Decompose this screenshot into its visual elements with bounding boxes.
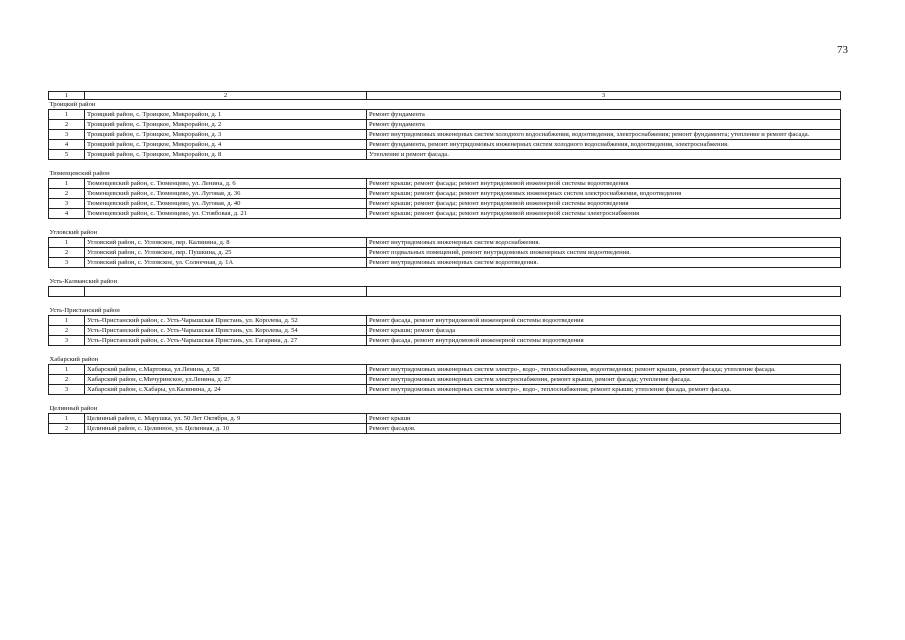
table-row: [49, 120, 841, 130]
row-number: 3: [49, 130, 85, 140]
table-row: [49, 248, 841, 258]
works-cell: Ремонт фасада, ремонт внутридомовой инженерной системы водоотведения: [367, 336, 841, 346]
row-number: 2: [49, 248, 85, 258]
table-row: [49, 130, 841, 140]
address-cell: Троицкий район, с. Троицкое, Микрорайон, д. 1: [85, 110, 367, 120]
section-title: Тюменцевский район: [49, 160, 841, 179]
repair-table: [48, 91, 841, 434]
table-row: [49, 326, 841, 336]
section-row: [49, 160, 841, 179]
row-number: 1: [49, 365, 85, 375]
section-row: [49, 100, 841, 110]
section-row: [49, 297, 841, 316]
table-row: [49, 140, 841, 150]
works-cell: Ремонт внутридомовых инженерных систем электро-, водо-, теплоснабжения; ремонт крыши; утепление фасада, ремонт фасада.: [367, 385, 841, 395]
address-cell: Целинный район, с. Марушка, ул. 50 Лет Октября, д. 9: [85, 414, 367, 424]
table-row: [49, 189, 841, 199]
address-cell: Хабарский район, с.Хабары, ул.Калинина, д. 24: [85, 385, 367, 395]
section-title: Усть-Пристанский район: [49, 297, 841, 316]
table-row: [49, 414, 841, 424]
section-row: [49, 219, 841, 238]
row-number: 1: [49, 414, 85, 424]
address-cell: Троицкий район, с. Троицкое, Микрорайон, д. 2: [85, 120, 367, 130]
works-cell: Ремонт крыши; ремонт фасада; ремонт внутридомовой инженерной системы электроснабжения: [367, 209, 841, 219]
row-number: [49, 287, 85, 297]
section-title: Усть-Калманский район: [49, 268, 841, 287]
works-cell: Ремонт крыши; ремонт фасада: [367, 326, 841, 336]
row-number: 2: [49, 326, 85, 336]
address-cell: Тюменцевский район, с. Тюменцево, ул. Луговая, д. 40: [85, 199, 367, 209]
table-row: [49, 209, 841, 219]
row-number: 2: [49, 189, 85, 199]
table-row: [49, 199, 841, 209]
address-cell: Троицкий район, с. Троицкое, Микрорайон, д. 8: [85, 150, 367, 160]
works-cell: Ремонт фундамента: [367, 110, 841, 120]
row-number: 3: [49, 258, 85, 268]
works-cell: [367, 287, 841, 297]
table-row: [49, 287, 841, 297]
address-cell: Тюменцевский район, с. Тюменцево, ул. Луговая, д. 36: [85, 189, 367, 199]
table-row: [49, 110, 841, 120]
table-row: [49, 385, 841, 395]
works-cell: Ремонт крыши; ремонт фасада; ремонт внутридомовой инженерной системы водоотведения: [367, 199, 841, 209]
row-number: 3: [49, 385, 85, 395]
table-row: [49, 375, 841, 385]
works-cell: Ремонт крыши; ремонт фасада; ремонт внутридомовых инженерных систем электроснабжения, водоотведения: [367, 189, 841, 199]
table-body: [49, 92, 841, 434]
works-cell: Ремонт внутридомовых инженерных систем электро-, водо-, теплоснабжения, водоотведения; ремонт крыши, ремонт фасада; утепление фасада.: [367, 365, 841, 375]
row-number: 4: [49, 140, 85, 150]
works-cell: Ремонт фундамента, ремонт внутридомовых инженерных систем холодного водоснабжения, водоотведения, электроснабжения.: [367, 140, 841, 150]
works-cell: Ремонт подвальных помещений, ремонт внутридомовых инженерных систем водоотведения.: [367, 248, 841, 258]
works-cell: Ремонт фасадов.: [367, 424, 841, 434]
section-title: Хабарский район: [49, 346, 841, 365]
works-cell: Ремонт внутридомовых инженерных систем электроснабжения, ремонт крыши, ремонт фасада; утепление фасада.: [367, 375, 841, 385]
works-cell: Ремонт внутридомовых инженерных систем водоснабжения.: [367, 238, 841, 248]
works-cell: Ремонт фасада, ремонт внутридомовой инженерной системы водоотведения: [367, 316, 841, 326]
page-number: 73: [837, 44, 848, 56]
table-row: [49, 179, 841, 189]
header-col-3: 3: [367, 92, 841, 100]
address-cell: Троицкий район, с. Троицкое, Микрорайон, д. 4: [85, 140, 367, 150]
row-number: 1: [49, 110, 85, 120]
row-number: 3: [49, 336, 85, 346]
address-cell: Угловский район, с. Угловское, пер. Калинина, д. 8: [85, 238, 367, 248]
table-row: [49, 424, 841, 434]
row-number: 1: [49, 316, 85, 326]
table-row: [49, 238, 841, 248]
table-header-row: [49, 92, 841, 100]
row-number: 5: [49, 150, 85, 160]
row-number: 4: [49, 209, 85, 219]
row-number: 2: [49, 424, 85, 434]
address-cell: Усть-Пристанский район, с. Усть-Чарышская Пристань, ул. Королева, д. 54: [85, 326, 367, 336]
row-number: 2: [49, 120, 85, 130]
header-col-1: 1: [49, 92, 85, 100]
section-title: Целинный район: [49, 395, 841, 414]
address-cell: [85, 287, 367, 297]
works-cell: Ремонт крыши: [367, 414, 841, 424]
row-number: 2: [49, 375, 85, 385]
section-row: [49, 395, 841, 414]
works-cell: Ремонт фундамента: [367, 120, 841, 130]
section-row: [49, 268, 841, 287]
address-cell: Усть-Пристанский район, с. Усть-Чарышская Пристань, ул. Гагарина, д. 27: [85, 336, 367, 346]
address-cell: Троицкий район, с. Троицкое, Микрорайон, д. 3: [85, 130, 367, 140]
works-cell: Ремонт крыши; ремонт фасада; ремонт внутридомовой инженерной системы водоотведения: [367, 179, 841, 189]
address-cell: Тюменцевский район, с. Тюменцево, ул. Ленина, д. 6: [85, 179, 367, 189]
address-cell: Усть-Пристанский район, с. Усть-Чарышская Пристань, ул. Королева, д. 52: [85, 316, 367, 326]
table-row: [49, 365, 841, 375]
header-col-2: 2: [85, 92, 367, 100]
works-cell: Ремонт внутридомовых инженерных систем водоотведения.: [367, 258, 841, 268]
table-row: [49, 336, 841, 346]
table-row: [49, 150, 841, 160]
section-row: [49, 346, 841, 365]
address-cell: Хабарский район, с.Мартовка, ул.Ленина, д. 58: [85, 365, 367, 375]
row-number: 1: [49, 179, 85, 189]
works-cell: Утепление и ремонт фасада.: [367, 150, 841, 160]
row-number: 1: [49, 238, 85, 248]
address-cell: Хабарский район, с.Мичуринское, ул.Ленина, д. 27: [85, 375, 367, 385]
table-row: [49, 258, 841, 268]
address-cell: Целинный район, с. Целинное, ул. Целинная, д. 10: [85, 424, 367, 434]
table-row: [49, 316, 841, 326]
works-cell: Ремонт внутридомовых инженерных систем холодного водоснабжения, водоотведения, электроснабжения; ремонт фундамента; утепление и ремонт фасада.: [367, 130, 841, 140]
section-title: Троицкий район: [49, 100, 841, 110]
row-number: 3: [49, 199, 85, 209]
address-cell: Угловский район, с. Угловское, пер. Пушкина, д. 25: [85, 248, 367, 258]
address-cell: Тюменцевский район, с. Тюменцево, ул. Стоябовая, д. 21: [85, 209, 367, 219]
section-title: Угловский район: [49, 219, 841, 238]
address-cell: Угловский район, с. Угловское, ул. Солнечная, д. 1А: [85, 258, 367, 268]
